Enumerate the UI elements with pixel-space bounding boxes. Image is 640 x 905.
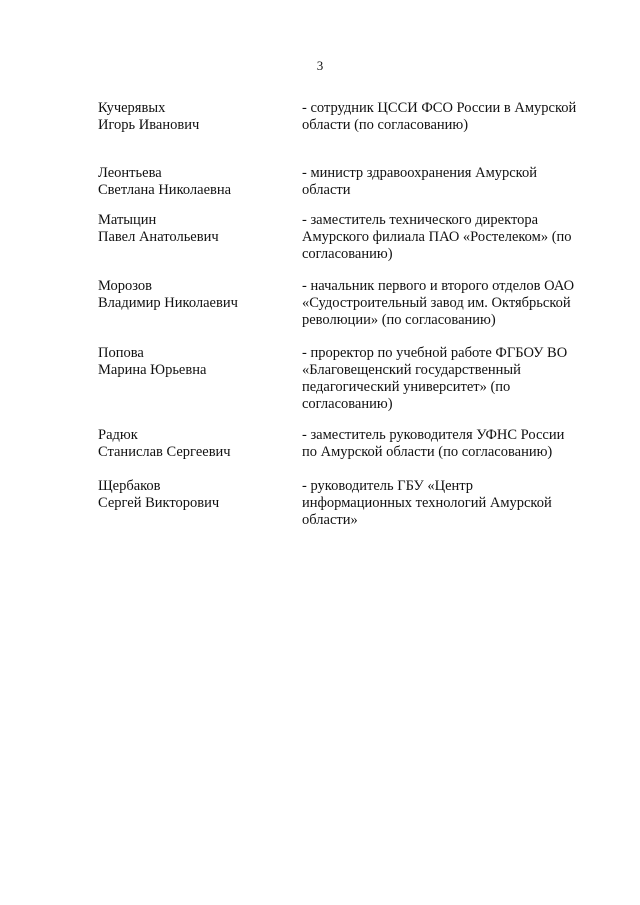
member-name [98, 427, 288, 461]
member-role [302, 427, 597, 461]
role-line: области» [302, 512, 358, 528]
member-surname: Матыцин [98, 212, 157, 228]
member-role [302, 345, 597, 413]
member-given-name: Марина Юрьевна [98, 362, 207, 378]
member-role [302, 212, 597, 263]
member-given-name: Станислав Сергеевич [98, 444, 231, 460]
member-surname: Леонтьева [98, 165, 162, 181]
member-name [98, 345, 288, 379]
role-line: - заместитель руководителя УФНС России [302, 427, 565, 443]
role-line: - министр здравоохранения Амурской [302, 165, 537, 181]
role-line: по Амурской области (по согласованию) [302, 444, 553, 460]
role-line: Амурского филиала ПАО «Ростелеком» (по [302, 229, 572, 245]
member-given-name: Павел Анатольевич [98, 229, 219, 245]
member-surname: Радюк [98, 427, 138, 443]
role-line: согласованию) [302, 396, 393, 412]
role-line: - начальник первого и второго отделов ОАО [302, 278, 575, 294]
member-surname: Кучерявых [98, 100, 166, 116]
role-line: информационных технологий Амурской [302, 495, 552, 511]
member-surname: Попова [98, 345, 144, 361]
member-name [98, 165, 288, 199]
role-line: - проректор по учебной работе ФГБОУ ВО [302, 345, 568, 361]
role-line: «Судостроительный завод им. Октябрьской [302, 295, 571, 311]
role-line: - сотрудник ЦССИ ФСО России в Амурской [302, 100, 577, 116]
member-name [98, 100, 288, 134]
page-number: 3 [316, 58, 324, 73]
member-surname: Морозов [98, 278, 153, 294]
member-given-name: Сергей Викторович [98, 495, 220, 511]
member-role [302, 165, 597, 199]
member-surname: Щербаков [98, 478, 161, 494]
member-role [302, 278, 597, 329]
member-name [98, 478, 288, 512]
role-line: «Благовещенский государственный [302, 362, 521, 378]
role-line: педагогический университет» (по [302, 379, 511, 395]
member-name [98, 278, 288, 312]
role-line: области [302, 182, 351, 198]
role-line: революции» (по согласованию) [302, 312, 496, 328]
role-line: - заместитель технического директора [302, 212, 539, 228]
member-given-name: Светлана Николаевна [98, 182, 232, 198]
role-line: области (по согласованию) [302, 117, 469, 133]
member-name [98, 212, 288, 246]
member-role [302, 100, 597, 134]
role-line: - руководитель ГБУ «Центр [302, 478, 474, 494]
member-given-name: Владимир Николаевич [98, 295, 238, 311]
member-role [302, 478, 597, 529]
member-given-name: Игорь Иванович [98, 117, 200, 133]
role-line: согласованию) [302, 246, 393, 262]
